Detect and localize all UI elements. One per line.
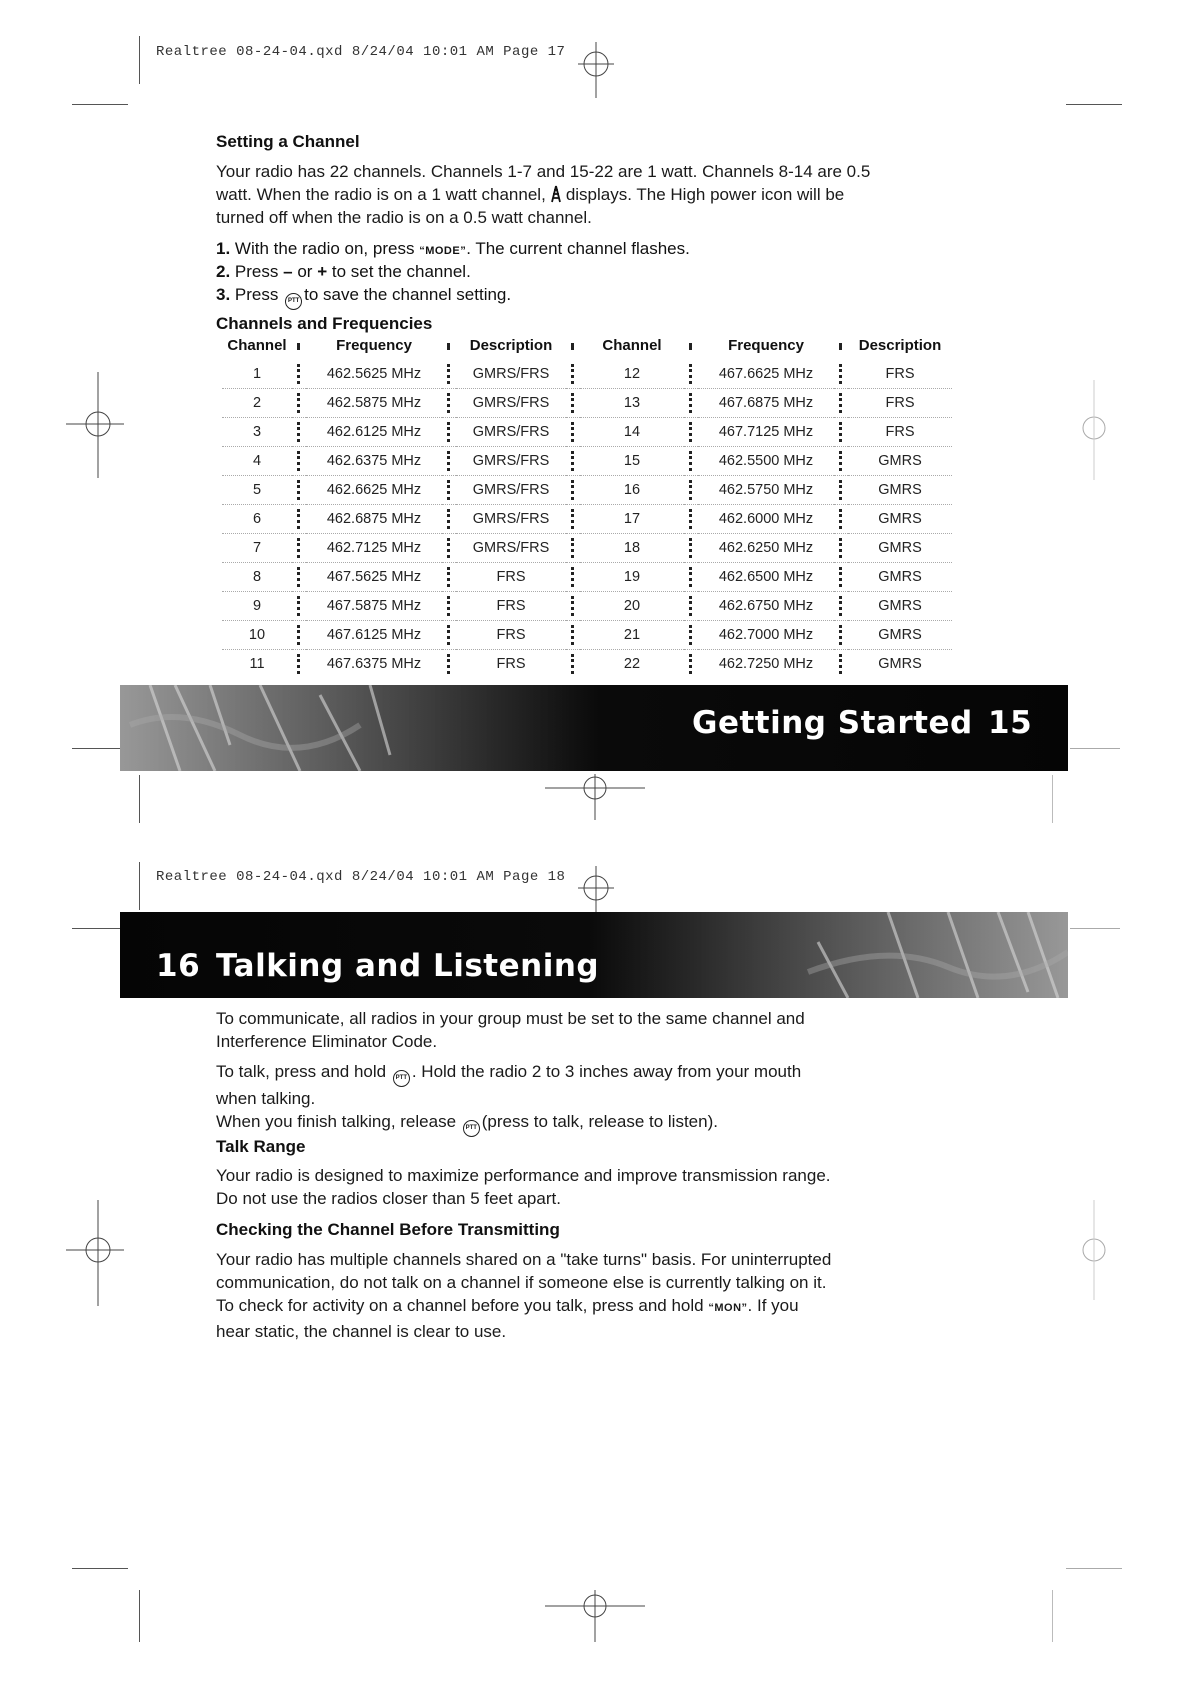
cell-description: FRS (456, 592, 566, 621)
column-separator (292, 447, 306, 476)
cell-frequency: 462.5500 MHz (698, 447, 834, 476)
table-title: Channels and Frequencies (216, 314, 433, 333)
column-separator (834, 360, 848, 389)
column-separator (834, 621, 848, 650)
cell-channel: 5 (222, 476, 292, 505)
cell-frequency: 462.6625 MHz (306, 476, 442, 505)
column-separator (684, 534, 698, 563)
cell-description: GMRS/FRS (456, 476, 566, 505)
file-slug: Realtree 08-24-04.qxd 8/24/04 10:01 AM Page 17 (156, 44, 566, 60)
step-3: 3. Press PTT to save the channel setting. (216, 283, 511, 310)
column-separator (442, 447, 456, 476)
banner-title: Talking and Listening (216, 948, 600, 984)
column-separator (442, 563, 456, 592)
cell-channel: 4 (222, 447, 292, 476)
column-separator (292, 592, 306, 621)
high-power-icon (550, 185, 562, 203)
cell-description: GMRS (848, 592, 952, 621)
registration-mark (66, 372, 124, 478)
table-row (222, 447, 952, 476)
column-separator (442, 592, 456, 621)
cell-channel: 22 (623, 656, 641, 672)
cell-channel: 16 (580, 476, 684, 505)
section-title-checking: Checking the Channel Before Transmitting (216, 1220, 560, 1239)
intro-paragraph: Your radio has 22 channels. Channels 1-7 and 15-22 are 1 watt. Channels 8-14 are 0.5 watt. When the radio is on a 1 watt channel, displays. The High power icon will be turned off when the radio is on a 0.5 watt channel. (216, 162, 871, 227)
cell-frequency: 462.6250 MHz (698, 534, 834, 563)
file-slug: Realtree 08-24-04.qxd 8/24/04 10:01 AM Page 18 (156, 869, 566, 885)
cell-frequency: 462.6000 MHz (698, 505, 834, 534)
table-row (222, 476, 952, 505)
cell-channel: 20 (580, 592, 684, 621)
plus-key: + (317, 262, 328, 281)
crop-mark (72, 928, 120, 929)
cell-description: GMRS (848, 505, 952, 534)
column-separator (834, 337, 848, 360)
crop-mark (72, 104, 128, 105)
cell-frequency: 462.6750 MHz (698, 592, 834, 621)
column-separator (292, 650, 306, 679)
channels-table (222, 337, 952, 678)
cell-description: GMRS (848, 447, 952, 476)
cell-frequency: 462.6500 MHz (698, 563, 834, 592)
column-separator (684, 476, 698, 505)
cell-description: GMRS (878, 656, 922, 672)
step-2: 2. Press – or + to set the channel. (216, 262, 471, 281)
cell-description: GMRS (848, 563, 952, 592)
column-separator (566, 360, 580, 389)
column-separator (684, 592, 698, 621)
cell-description: FRS (848, 360, 952, 389)
mode-key: “MODE” (419, 245, 467, 257)
table-row (222, 563, 952, 592)
column-separator (292, 534, 306, 563)
column-separator (292, 360, 306, 389)
mon-key: “MON” (708, 1302, 748, 1314)
cell-description: GMRS/FRS (456, 534, 566, 563)
getting-started-banner (120, 685, 1068, 771)
page-number: 15 (988, 705, 1033, 741)
paragraph-checking: Your radio has multiple channels shared on a "take turns" basis. For uninterrupted communication, do not talk on a channel if someone else is currently talking on it. To check for activity on a channel before you talk, press and hold “MON”. If you hear static, the channel is clear to use. (216, 1250, 832, 1341)
column-separator (684, 621, 698, 650)
cell-description: GMRS (848, 534, 952, 563)
cell-description: GMRS/FRS (456, 418, 566, 447)
cell-channel: 7 (222, 534, 292, 563)
header-frequency: Frequency (336, 337, 412, 354)
cell-frequency: 467.6625 MHz (698, 360, 834, 389)
column-separator (684, 337, 698, 360)
column-separator (566, 505, 580, 534)
column-separator (684, 389, 698, 418)
cell-frequency: 462.6375 MHz (306, 447, 442, 476)
crop-mark (1052, 1590, 1053, 1642)
column-separator (442, 621, 456, 650)
cell-channel: 9 (222, 592, 292, 621)
cell-channel: 11 (249, 656, 265, 672)
cell-description: GMRS (848, 621, 952, 650)
cell-frequency: 467.5625 MHz (306, 563, 442, 592)
column-separator (292, 418, 306, 447)
cell-channel: 6 (222, 505, 292, 534)
column-separator (684, 650, 698, 679)
crop-mark (72, 1568, 128, 1569)
cell-frequency: 467.6375 MHz (326, 656, 422, 672)
cell-channel: 18 (580, 534, 684, 563)
header-description: Description (469, 337, 553, 354)
paragraph-talk-range: Your radio is designed to maximize performance and improve transmission range. Do not use the radios closer than 5 feet apart. (216, 1166, 831, 1208)
column-separator (292, 337, 306, 360)
cell-description: FRS (456, 563, 566, 592)
column-separator (834, 650, 848, 679)
column-separator (834, 447, 848, 476)
registration-mark (545, 774, 645, 820)
column-separator (292, 505, 306, 534)
table-row (222, 505, 952, 534)
column-separator (292, 476, 306, 505)
paragraph-communicate: To communicate, all radios in your group must be set to the same channel and Interference Eliminator Code. (216, 1009, 805, 1051)
cell-channel: 19 (580, 563, 684, 592)
table-row (222, 592, 952, 621)
registration-mark (66, 1200, 124, 1306)
table-row (222, 650, 952, 679)
column-separator (442, 505, 456, 534)
cell-frequency: 462.6875 MHz (306, 505, 442, 534)
column-separator (834, 534, 848, 563)
cell-frequency: 462.5875 MHz (306, 389, 442, 418)
header-frequency: Frequency (728, 337, 804, 354)
column-separator (566, 592, 580, 621)
section-title-talk-range: Talk Range (216, 1137, 306, 1156)
registration-mark (578, 42, 614, 98)
cell-channel: 1 (222, 360, 292, 389)
cell-frequency: 462.5750 MHz (698, 476, 834, 505)
crop-mark (1070, 928, 1120, 929)
step-1: 1. With the radio on, press “MODE”. The current channel flashes. (216, 239, 690, 258)
cell-frequency: 462.5625 MHz (306, 360, 442, 389)
cell-frequency: 462.7125 MHz (306, 534, 442, 563)
ptt-icon: PTT (463, 1120, 480, 1137)
column-separator (442, 476, 456, 505)
cell-description: GMRS/FRS (456, 389, 566, 418)
cell-description: GMRS/FRS (456, 360, 566, 389)
cell-description: FRS (848, 418, 952, 447)
header-channel: Channel (602, 337, 662, 354)
column-separator (292, 621, 306, 650)
column-separator (566, 650, 580, 679)
column-separator (292, 389, 306, 418)
registration-mark (545, 1590, 645, 1642)
crop-mark (139, 1590, 140, 1642)
column-separator (566, 476, 580, 505)
header-channel: Channel (227, 337, 287, 354)
column-separator (684, 447, 698, 476)
registration-mark (1070, 380, 1120, 480)
crop-mark (1070, 748, 1120, 749)
cell-frequency: 467.5875 MHz (306, 592, 442, 621)
talking-listening-banner (120, 912, 1068, 998)
cell-channel: 13 (580, 389, 684, 418)
cell-frequency: 467.6875 MHz (698, 389, 834, 418)
table-row (222, 360, 952, 389)
column-separator (684, 418, 698, 447)
cell-description: FRS (456, 621, 566, 650)
cell-channel: 12 (580, 360, 684, 389)
registration-mark (1070, 1200, 1120, 1300)
cell-frequency: 462.6125 MHz (306, 418, 442, 447)
column-separator (442, 360, 456, 389)
table-row (222, 534, 952, 563)
column-separator (834, 389, 848, 418)
column-separator (834, 563, 848, 592)
column-separator (566, 621, 580, 650)
column-separator (566, 447, 580, 476)
column-separator (566, 563, 580, 592)
cell-frequency: 467.6125 MHz (306, 621, 442, 650)
column-separator (442, 337, 456, 360)
table-header-row (222, 337, 952, 360)
column-separator (442, 650, 456, 679)
cell-frequency: 462.7000 MHz (698, 621, 834, 650)
column-separator (566, 389, 580, 418)
crop-mark (139, 36, 140, 84)
column-separator (834, 592, 848, 621)
column-separator (442, 534, 456, 563)
column-separator (684, 563, 698, 592)
crop-mark (139, 775, 140, 823)
cell-description: FRS (496, 656, 526, 672)
cell-channel: 17 (580, 505, 684, 534)
camouflage-texture (120, 685, 600, 771)
paragraph-talk: To talk, press and hold PTT . Hold the radio 2 to 3 inches away from your mouth when talking. When you finish talking, release PTT (press to talk, release to listen). (216, 1060, 1116, 1137)
table-row (222, 389, 952, 418)
column-separator (566, 337, 580, 360)
cell-channel: 8 (222, 563, 292, 592)
cell-frequency: 467.7125 MHz (698, 418, 834, 447)
column-separator (684, 360, 698, 389)
crop-mark (1066, 1568, 1122, 1569)
column-separator (684, 505, 698, 534)
table-row (222, 418, 952, 447)
cell-frequency: 462.7250 MHz (718, 656, 814, 672)
table-row (222, 621, 952, 650)
cell-channel: 2 (222, 389, 292, 418)
banner-title: Getting Started (692, 705, 973, 741)
column-separator (566, 534, 580, 563)
header-description: Description (858, 337, 942, 354)
cell-channel: 21 (580, 621, 684, 650)
column-separator (834, 476, 848, 505)
cell-channel: 14 (580, 418, 684, 447)
cell-channel: 15 (580, 447, 684, 476)
ptt-icon: PTT (393, 1070, 410, 1087)
column-separator (834, 505, 848, 534)
cell-description: FRS (848, 389, 952, 418)
column-separator (442, 389, 456, 418)
crop-mark (139, 862, 140, 910)
cell-description: GMRS (848, 476, 952, 505)
column-separator (566, 418, 580, 447)
column-separator (834, 418, 848, 447)
cell-channel: 3 (222, 418, 292, 447)
minus-key: – (283, 262, 293, 281)
column-separator (292, 563, 306, 592)
camouflage-texture (588, 912, 1068, 998)
cell-channel: 10 (222, 621, 292, 650)
section-title: Setting a Channel (216, 132, 360, 151)
crop-mark (1066, 104, 1122, 105)
column-separator (442, 418, 456, 447)
crop-mark (72, 748, 120, 749)
cell-description: GMRS/FRS (456, 447, 566, 476)
ptt-icon: PTT (285, 293, 302, 310)
page-number: 16 (156, 948, 201, 984)
crop-mark (1052, 775, 1053, 823)
cell-description: GMRS/FRS (456, 505, 566, 534)
